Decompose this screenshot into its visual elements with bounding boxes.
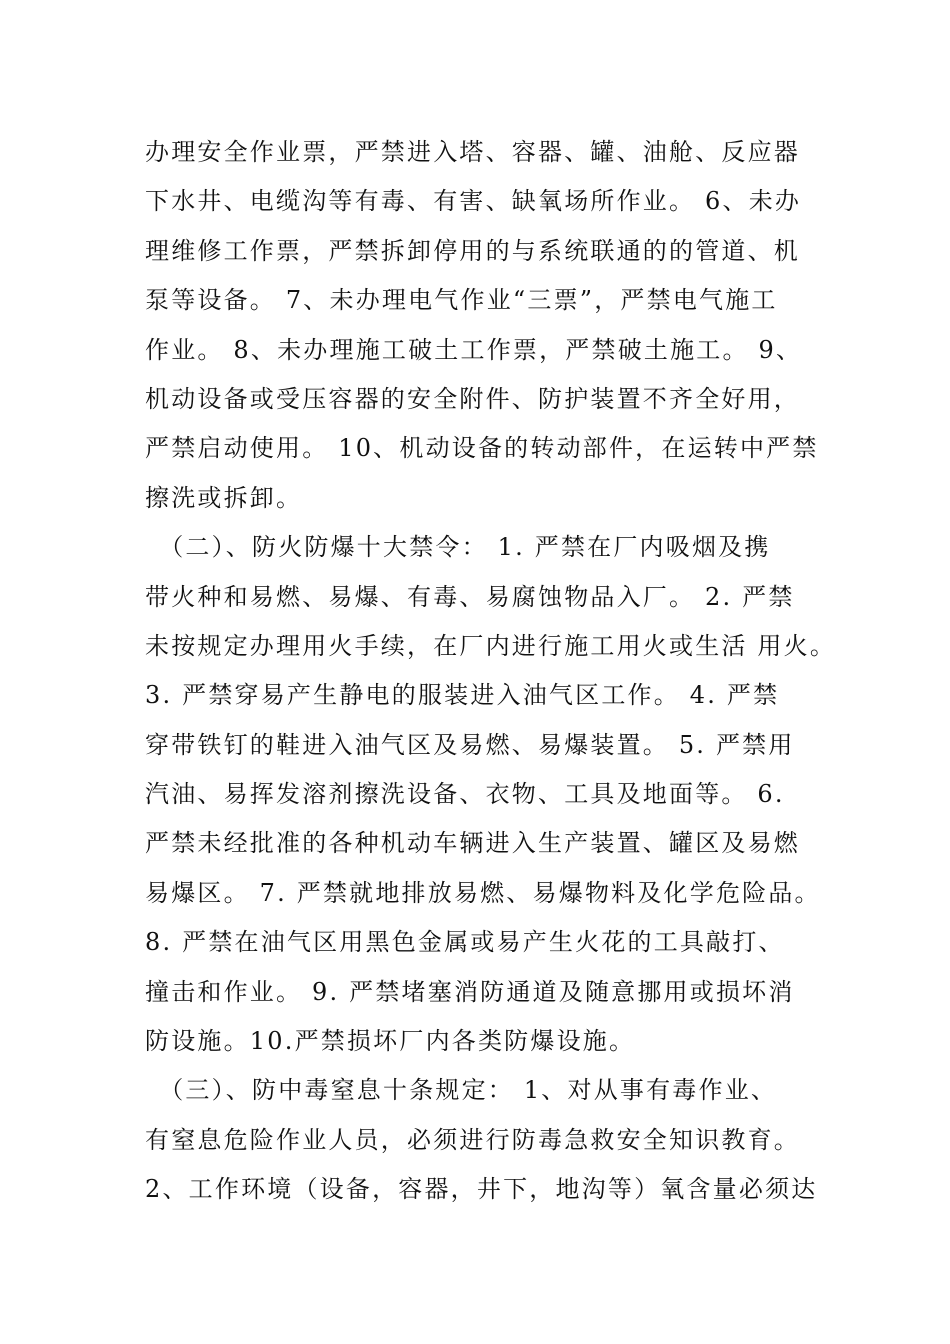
text-line: 办理安全作业票，严禁进入塔、容器、罐、油舱、反应器 — [145, 138, 800, 166]
text-line: 穿带铁钉的鞋进入油气区及易燃、易爆装置。 5. 严禁用 — [145, 730, 795, 759]
text-line: 有窒息危险作业人员，必须进行防毒急救安全知识教育。 — [145, 1125, 800, 1154]
text-line: 作业。 8、未办理施工破土工作票，严禁破土施工。 9、 — [145, 335, 803, 364]
text-line: 8. 严禁在油气区用黑色金属或易产生火花的工具敲打、 — [145, 928, 785, 957]
text-line: 理维修工作票，严禁拆卸停用的与系统联通的的管道、机 — [145, 236, 800, 265]
text-line: 严禁未经批准的各种机动车辆进入生产装置、罐区及易燃 — [145, 829, 800, 858]
text-line: 带火种和易燃、易爆、有毒、易腐蚀物品入厂。 2. 严禁 — [145, 582, 795, 611]
text-line: 汽油、易挥发溶剂擦洗设备、衣物、工具及地面等。 6. — [145, 780, 785, 809]
text-line: 泵等设备。 7、未办理电气作业“三票”，严禁电气施工 — [145, 286, 778, 315]
text-line: 机动设备或受压容器的安全附件、防护装置不齐全好用， — [145, 384, 800, 413]
text-line: 擦洗或拆卸。 — [145, 483, 303, 512]
body-text — [145, 128, 837, 1215]
text-line: 易爆区。 7. 严禁就地排放易燃、易爆物料及化学危险品。 — [145, 878, 821, 907]
text-line: 严禁启动使用。 10、机动设备的转动部件，在运转中严禁 — [145, 434, 819, 463]
text-line: 撞击和作业。 9. 严禁堵塞消防通道及随意挪用或损坏消 — [145, 977, 795, 1006]
text-line: 防设施。10.严禁损坏厂内各类防爆设施。 — [145, 1027, 636, 1056]
text-line: 3. 严禁穿易产生静电的服装进入油气区工作。 4. 严禁 — [145, 681, 780, 710]
section-heading-line: （三）、防中毒窒息十条规定： 1、对从事有毒作业、 — [145, 1076, 778, 1105]
text-line: 下水井、电缆沟等有毒、有害、缺氧场所作业。 6、未办 — [145, 187, 802, 216]
text-line: 2、工作环境（设备，容器，井下，地沟等）氧含量必须达 — [145, 1175, 818, 1204]
section-heading-line: （二）、防火防爆十大禁令： 1. 严禁在厂内吸烟及携 — [145, 533, 771, 562]
text-line: 未按规定办理用火手续，在厂内进行施工用火或生活 用火。 — [145, 631, 837, 660]
